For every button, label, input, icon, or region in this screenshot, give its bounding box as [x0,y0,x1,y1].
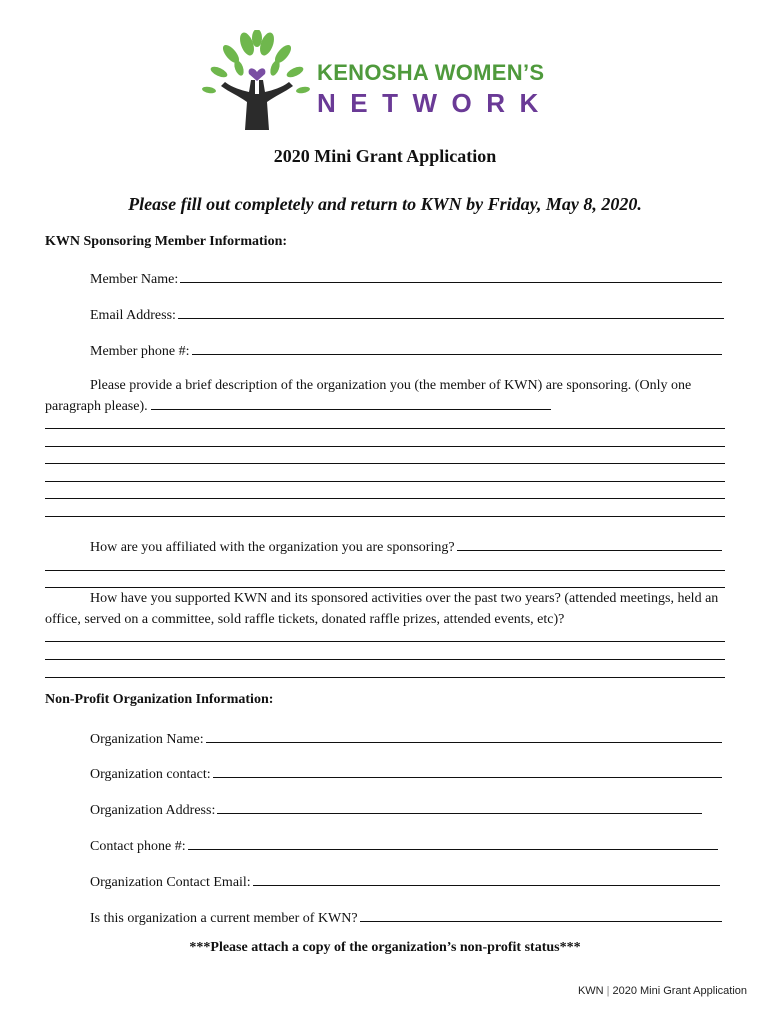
kwn-member-input[interactable] [360,907,722,922]
description-prompt [45,375,725,417]
description-prompt-text: Please provide a brief description of the organization you (the member of KWN) are sponsoring. (Only one paragraph please). [45,378,692,414]
description-line[interactable] [45,516,725,517]
kwn-member-label: Is this organization a current member of KWN? [90,911,358,926]
contact-phone-label: Contact phone #: [90,839,186,854]
org-email-input[interactable] [253,871,720,886]
org-name-line1: KENOSHA WOMEN’S [317,60,545,85]
footer-org: KWN [577,985,604,997]
org-name-input[interactable] [206,728,722,743]
description-line[interactable] [45,446,725,447]
footer-separator: | [606,985,610,997]
description-line[interactable] [45,481,725,482]
member-phone-field[interactable] [90,340,722,360]
member-name-field[interactable] [90,268,722,288]
kwn-member-field[interactable] [90,907,722,927]
support-line[interactable] [45,659,725,660]
attach-note: ***Please attach a copy of the organization’s non-profit status*** [189,940,581,955]
email-address-label: Email Address: [90,308,176,323]
member-phone-input[interactable] [192,340,722,355]
org-contact-input[interactable] [213,763,722,778]
org-name-line2: NETWORK [317,88,553,118]
org-address-label: Organization Address: [90,803,216,818]
description-line[interactable] [45,463,725,464]
affiliation-label: How are you affiliated with the organization you are sponsoring? [90,540,455,555]
description-line[interactable] [45,498,725,499]
sponsor-section-heading: KWN Sponsoring Member Information: [45,234,288,249]
support-line[interactable] [45,641,725,642]
support-line[interactable] [45,677,725,678]
page-footer [578,985,747,997]
affiliation-line[interactable] [45,570,725,571]
tree-hands-icon [195,30,315,132]
org-name-label: Organization Name: [90,732,204,747]
affiliation-field[interactable] [90,536,722,556]
org-name-field[interactable] [90,728,722,748]
member-name-label: Member Name: [90,272,179,287]
description-line[interactable] [45,428,725,429]
form-title: 2020 Mini Grant Application [273,146,497,166]
member-phone-label: Member phone #: [90,344,190,359]
org-email-field[interactable] [90,871,720,891]
footer-doc-title: 2020 Mini Grant Application [612,985,747,997]
org-contact-label: Organization contact: [90,767,211,782]
org-contact-field[interactable] [90,763,722,783]
email-address-input[interactable] [178,304,724,319]
description-input-start[interactable] [151,396,551,410]
member-name-input[interactable] [180,268,722,283]
nonprofit-section-heading: Non-Profit Organization Information: [45,692,274,707]
email-address-field[interactable] [90,304,724,324]
org-email-label: Organization Contact Email: [90,875,251,890]
support-prompt: How have you supported KWN and its sponsored activities over the past two years? (attended meetings, held an office, served on a committee, sold raffle tickets, donated raffle prizes, attended events, etc)? [45,591,719,627]
org-address-field[interactable] [90,799,702,819]
org-address-input[interactable] [217,799,702,814]
kwn-logo [195,30,585,132]
form-subtitle: Please fill out completely and return to KWN by Friday, May 8, 2020. [128,194,642,214]
affiliation-input[interactable] [457,536,722,551]
contact-phone-field[interactable] [90,835,718,855]
contact-phone-input[interactable] [188,835,718,850]
